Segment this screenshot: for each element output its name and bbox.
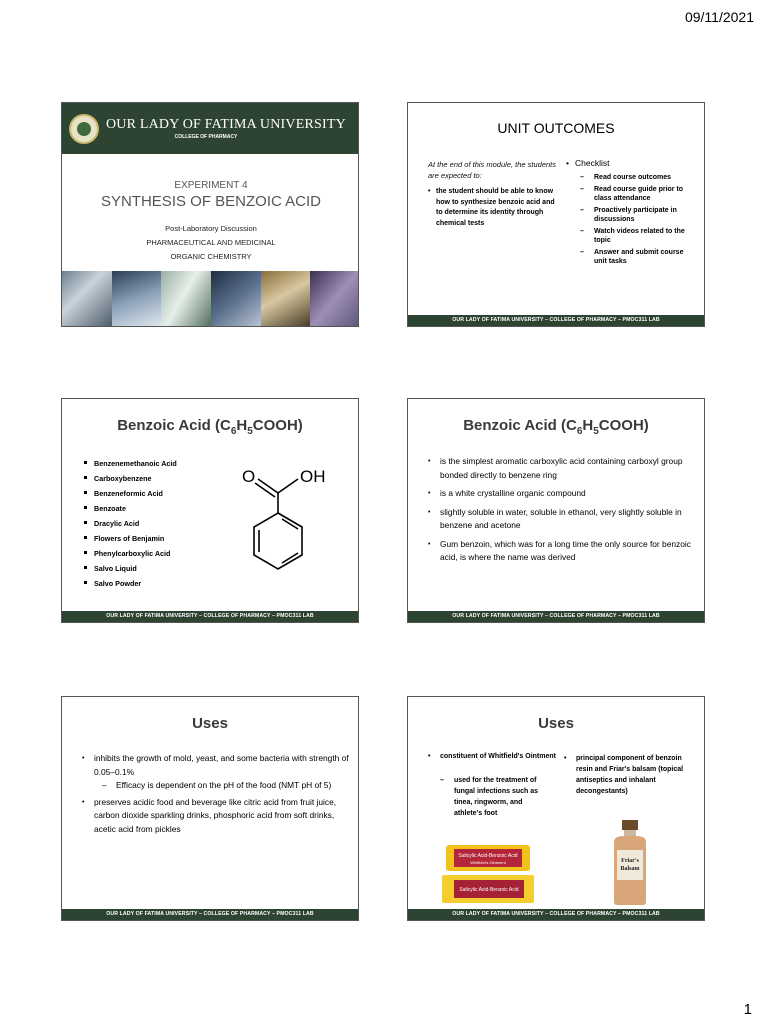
uses-item: • principal component of benzoin resin and Friar's balsam (topical antiseptics and inhalant decongestants) xyxy=(564,753,694,797)
outcomes-intro: At the end of this module, the students are expected to: xyxy=(428,160,556,180)
bottle-label-line1: Friar's xyxy=(621,858,639,864)
formula-part: COOH) xyxy=(598,417,649,434)
checklist-label xyxy=(566,158,609,168)
uses-item: • inhibits the growth of mold, yeast, and some bacteria with strength of 0.05–0.1% xyxy=(82,752,352,779)
synonym-item: Benzenemethanoic Acid xyxy=(84,456,177,471)
whitfields-ointment-image xyxy=(440,843,536,905)
slide-benzoic-acid-properties xyxy=(407,398,705,623)
property-list xyxy=(428,455,698,570)
synonym-item: Phenylcarboxylic Acid xyxy=(84,546,177,561)
uses-list xyxy=(82,752,352,836)
uses-subitem: – Efficacy is dependent on the pH of the food (NMT pH of 5) xyxy=(82,779,352,793)
slide-title-text: UNIT OUTCOMES xyxy=(497,120,615,136)
slide-title-text xyxy=(62,417,358,437)
formula-part: H xyxy=(582,417,594,434)
checklist-item: – Read course outcomes xyxy=(580,173,698,183)
formula-subscript: 6 xyxy=(230,426,237,437)
formula-subscript: 5 xyxy=(593,426,599,437)
slide-title xyxy=(61,102,359,327)
lab-photo xyxy=(112,271,162,326)
page-number: 1 xyxy=(743,1001,752,1018)
slide-uses-food xyxy=(61,696,359,921)
formula-part: Benzoic Acid (C xyxy=(463,417,577,434)
checklist-item: – Watch videos related to the topic xyxy=(580,227,698,246)
tube-sublabel: Whitfield's Ointment xyxy=(470,860,506,865)
slide-footer: OUR LADY OF FATIMA UNIVERSITY – COLLEGE OF PHARMACY – PMOC311 LAB xyxy=(62,611,358,622)
hydroxyl-label: OH xyxy=(300,467,326,486)
checklist-item: – Answer and submit course unit tasks xyxy=(580,248,698,267)
synonym-item: Flowers of Benjamin xyxy=(84,531,177,546)
slide-footer: OUR LADY OF FATIMA UNIVERSITY – COLLEGE OF PHARMACY – PMOC311 LAB xyxy=(408,611,704,622)
course-line-2: ORGANIC CHEMISTRY xyxy=(170,252,252,261)
course-line-1: PHARMACEUTICAL AND MEDICINAL xyxy=(146,238,276,247)
box-label: Salicylic Acid-Benzoic Acid xyxy=(459,887,519,893)
bottle-label-line2: Balsam xyxy=(620,866,640,872)
lab-photo xyxy=(261,271,311,326)
property-item: • Gum benzoin, which was for a long time the only source for benzoic acid, is where the name was derived xyxy=(428,538,698,565)
synonym-item: Benzeneformic Acid xyxy=(84,486,177,501)
discussion-label: Post-Laboratory Discussion xyxy=(165,224,257,233)
slide-title-text xyxy=(408,417,704,437)
checklist-item: – Read course guide prior to class attendance xyxy=(580,185,698,204)
checklist-item: – Proactively participate in discussions xyxy=(580,206,698,225)
benzoic-acid-structure-icon xyxy=(240,465,340,585)
university-name: OUR LADY OF FATIMA UNIVERSITY xyxy=(106,117,346,132)
slide-footer: OUR LADY OF FATIMA UNIVERSITY – COLLEGE OF PHARMACY – PMOC311 LAB xyxy=(408,315,704,326)
formula-subscript: 6 xyxy=(576,426,583,437)
oxygen-label: O xyxy=(242,467,256,486)
synonym-item: Carboxybenzene xyxy=(84,471,177,486)
university-seal-icon xyxy=(69,114,99,144)
lab-photo xyxy=(161,271,211,326)
page-date: 09/11/2021 xyxy=(684,9,754,25)
formula-part: Benzoic Acid (C xyxy=(117,417,231,434)
slide-benzoic-acid-synonyms xyxy=(61,398,359,623)
synonym-item: Salvo Liquid xyxy=(84,561,177,576)
tube-label: Salicylic Acid-Benzoic Acid xyxy=(458,853,518,859)
experiment-number: EXPERIMENT 4 xyxy=(174,180,248,191)
uses-item: • constituent of Whitfield's Ointment xyxy=(428,751,558,762)
slide-uses-pharma xyxy=(407,696,705,921)
uses-item: • preserves acidic food and beverage like citric acid from fruit juice, carbon dioxide sparkling drinks, phosphoric acid from soft drinks, acetic acid from pickles xyxy=(82,796,352,837)
lab-photo xyxy=(62,271,112,326)
property-item: • is a white crystalline organic compound xyxy=(428,487,698,501)
synonym-item: Salvo Powder xyxy=(84,576,177,591)
lab-photo xyxy=(211,271,261,326)
friars-balsam-bottle-image xyxy=(608,820,652,905)
slide-footer: OUR LADY OF FATIMA UNIVERSITY – COLLEGE OF PHARMACY – PMOC311 LAB xyxy=(408,909,704,920)
checklist-label-text: Checklist xyxy=(574,158,610,168)
lab-photo-strip xyxy=(62,271,359,326)
synonym-list xyxy=(84,456,177,591)
slide-unit-outcomes xyxy=(407,102,705,327)
slide-title-text: Uses xyxy=(538,715,574,732)
title-header-bar xyxy=(62,103,358,154)
slide-footer: OUR LADY OF FATIMA UNIVERSITY – COLLEGE OF PHARMACY – PMOC311 LAB xyxy=(62,909,358,920)
synonym-item: Dracylic Acid xyxy=(84,516,177,531)
formula-part: H xyxy=(236,417,248,434)
formula-subscript: 5 xyxy=(247,426,253,437)
synonym-item: Benzoate xyxy=(84,501,177,516)
experiment-title: SYNTHESIS OF BENZOIC ACID xyxy=(100,193,322,210)
lab-photo xyxy=(310,271,359,326)
property-item: • is the simplest aromatic carboxylic acid containing carboxyl group bonded directly to benzene ring xyxy=(428,455,698,482)
uses-subitem: – used for the treatment of fungal infections such as tinea, ringworm, and athlete's foot xyxy=(440,775,552,819)
formula-part: COOH) xyxy=(252,417,303,434)
outcome-item: • the student should be able to know how to synthesize benzoic acid and to determine its identity through chemical tests xyxy=(428,187,558,229)
property-item: • slightly soluble in water, soluble in ethanol, very slightly soluble in benzene and acetone xyxy=(428,506,698,533)
slide-title-text: Uses xyxy=(192,715,228,732)
college-name: COLLEGE OF PHARMACY xyxy=(174,134,238,140)
checklist xyxy=(580,173,698,269)
